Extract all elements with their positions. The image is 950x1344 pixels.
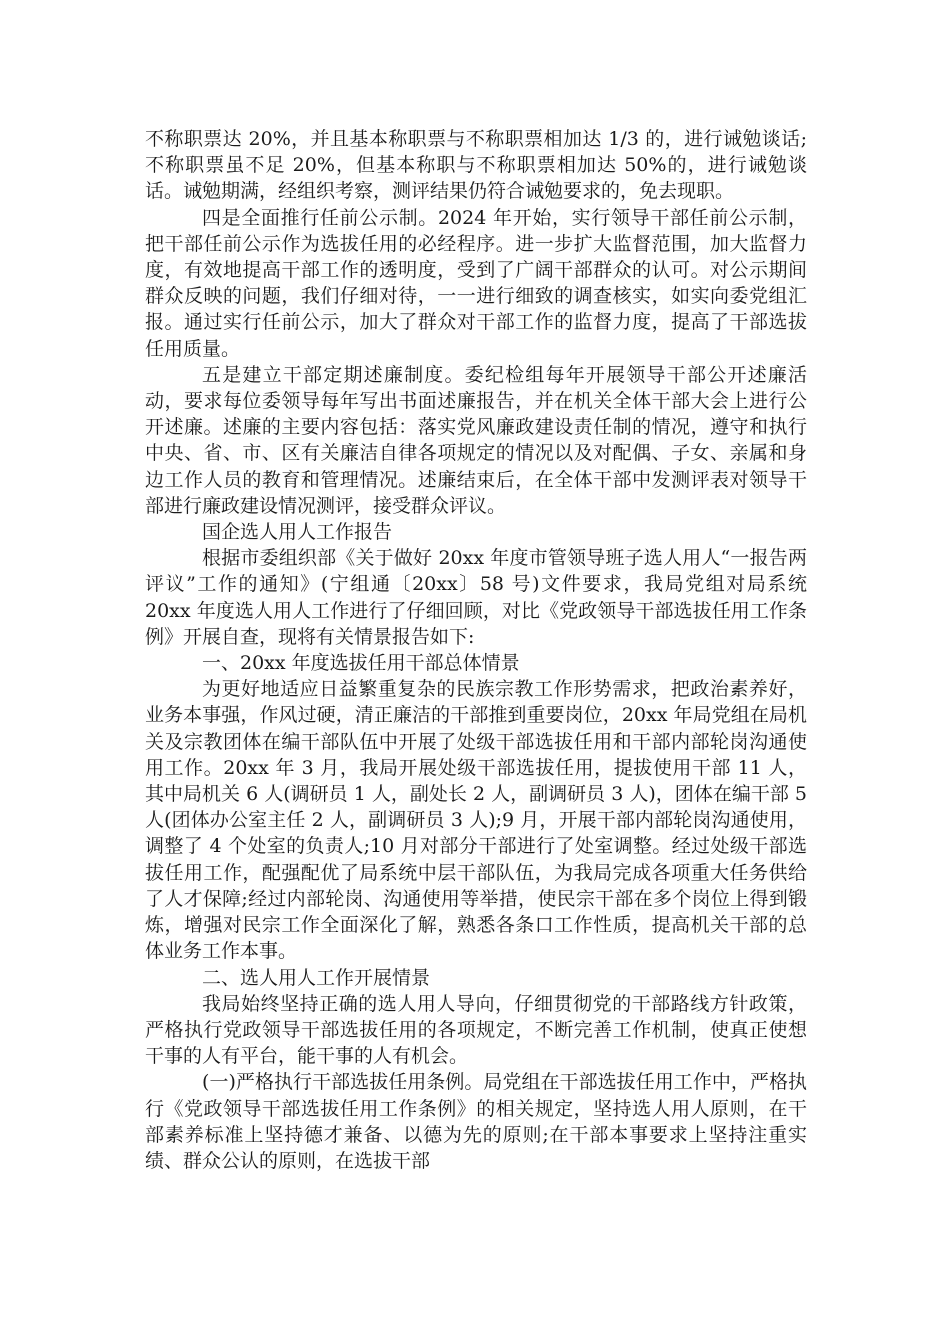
paragraph-5: 根据市委组织部《关于做好 20xx 年度市管领导班子选人用人“一报告两评议”工作的通知》(宁组通〔20xx〕58 号)文件要求，我局党组对局系统 20xx 年度选人用人工作进行了仔细回顾，对比《党政领导干部选拔任用工作条例》开展自查，现将有关情景报告如下: [145, 547, 807, 648]
paragraph-10: (一)严格执行干部选拔任用条例。局党组在干部选拔任用工作中，严格执行《党政领导干部选拔任用工作条例》的相关规定，坚持选人用人原则，在干部素养标准上坚持德才兼备、以德为先的原则;在干部本事要求上坚持注重实绩、群众公认的原则，在选拔干部 [145, 1071, 807, 1172]
paragraph-1: 不称职票达 20%，并且基本称职票与不称职票相加达 1/3 的，进行诫勉谈话;不称职票虽不足 20%，但基本称职与不称职票相加达 50%的，进行诫勉谈话。诫勉期满，经组织考察，测评结果仍符合诫勉要求的，免去现职。 [145, 128, 807, 203]
section-title-report: 国企选人用人工作报告 [202, 521, 393, 544]
heading-1: 一、20xx 年度选拔任用干部总体情景 [202, 652, 520, 675]
paragraph-2: 四是全面推行任前公示制。2024 年开始，实行领导干部任前公示制，把干部任前公示作为选拔任用的必经程序。进一步扩大监督范围，加大监督力度，有效地提高干部工作的透明度，受到了广阔干部群众的认可。对公示期间群众反映的问题，我们仔细对待，一一进行细致的调查核实，如实向委党组汇报。通过实行任前公示，加大了群众对干部工作的监督力度，提高了干部选拔任用质量。 [145, 206, 807, 360]
paragraph-9: 我局始终坚持正确的选人用人导向，仔细贯彻党的干部路线方针政策，严格执行党政领导干部选拔任用的各项规定，不断完善工作机制，使真正使想干事的人有平台，能干事的人有机会。 [145, 992, 807, 1068]
document-body [145, 126, 807, 1174]
heading-2: 二、选人用人工作开展情景 [202, 966, 431, 989]
paragraph-3: 五是建立干部定期述廉制度。委纪检组每年开展领导干部公开述廉活动，要求每位委领导每年写出书面述廉报告，并在机关全体干部大会上进行公开述廉。述廉的主要内容包括：落实党风廉政建设责任制的情况，遵守和执行中央、省、市、区有关廉洁自律各项规定的情况以及对配偶、子女、亲属和身边工作人员的教育和管理情况。述廉结束后，在全体干部中发测评表对领导干部进行廉政建设情况测评，接受群众评议。 [145, 363, 807, 517]
paragraph-7: 为更好地适应日益繁重复杂的民族宗教工作形势需求，把政治素养好，业务本事强，作风过硬，清正廉洁的干部推到重要岗位，20xx 年局党组在局机关及宗教团体在编干部队伍中开展了处级干部选拔任用和干部内部轮岗沟通使用工作。20xx 年 3 月，我局开展处级干部选拔任用，提拔使用干部 11 人，其中局机关 6 人(调研员 1 人，副处长 2 人，副调研员 3 人)，团体在编干部 5 人(团体办公室主任 2 人，副调研员 3 人);9 月，开展干部内部轮岗沟通使用，调整了 4 个处室的负责人;10 月对部分干部进行了处室调整。经过处级干部选拔任用工作，配强配优了局系统中层干部队伍，为我局完成各项重大任务供给了人才保障;经过内部轮岗、沟通使用等举措，使民宗干部在多个岗位上得到锻炼，增强对民宗工作全面深化了解，熟悉各条口工作性质，提高机关干部的总体业务工作本事。 [145, 678, 807, 963]
